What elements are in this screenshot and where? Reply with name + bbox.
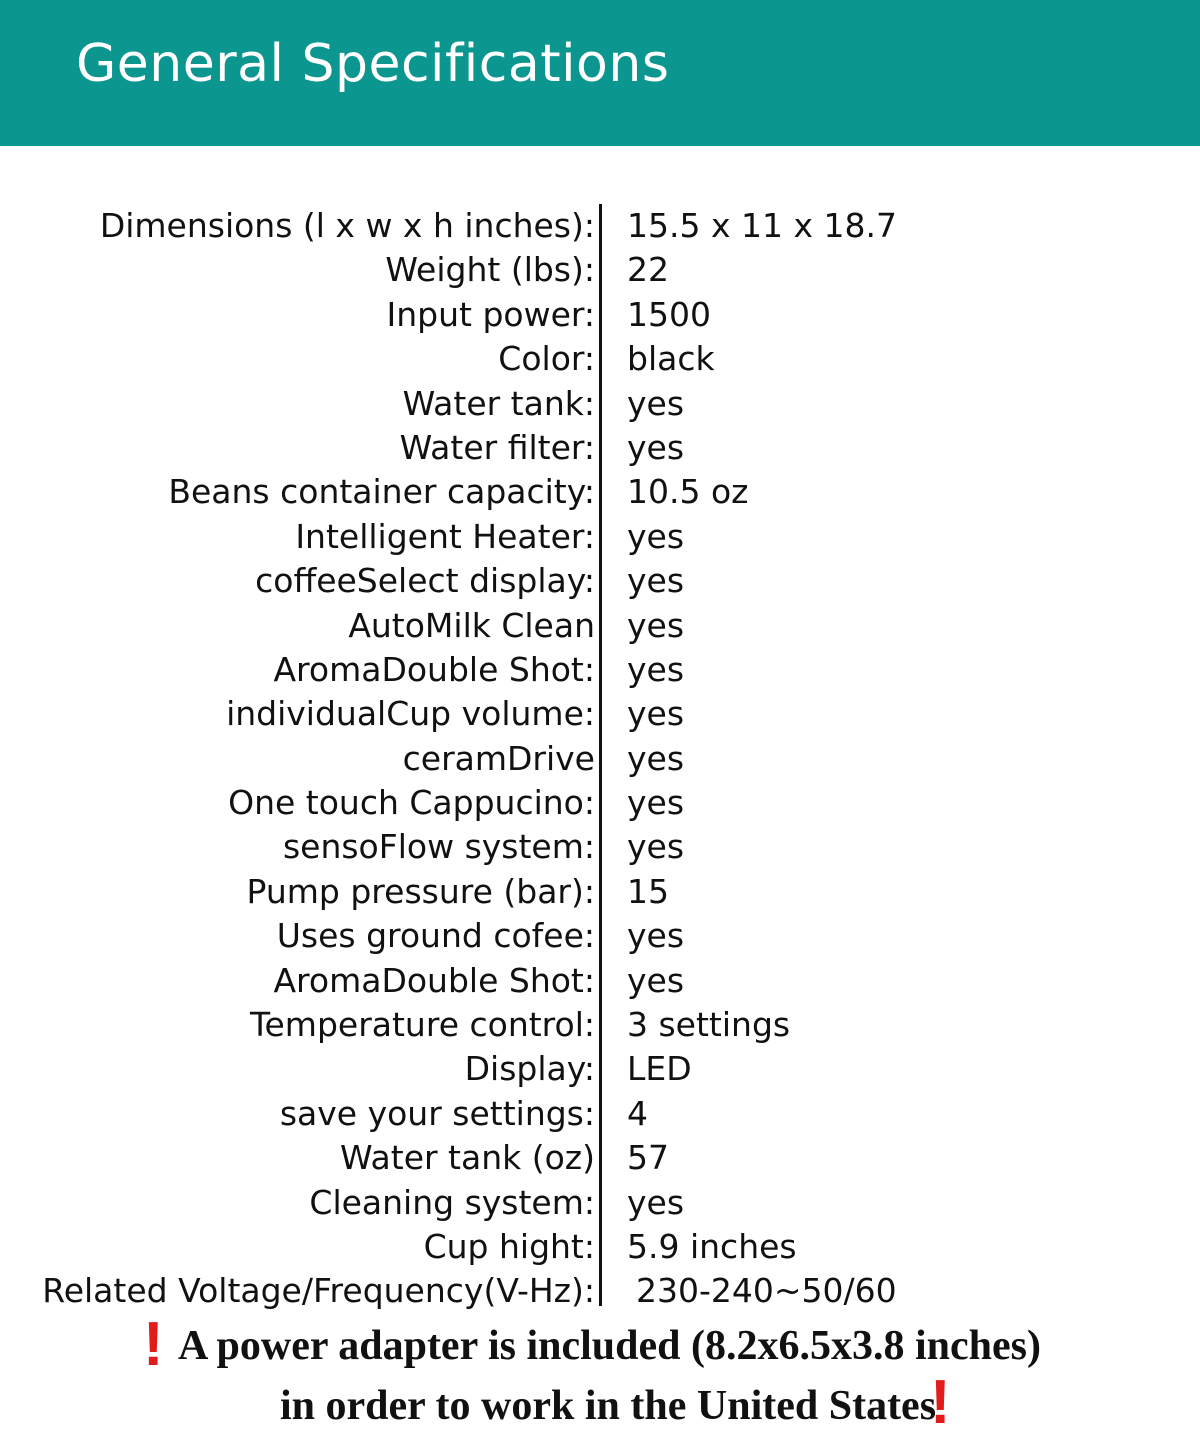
spec-row xyxy=(0,1092,1200,1136)
spec-value: black xyxy=(627,339,715,379)
spec-value: LED xyxy=(627,1049,692,1089)
spec-value: yes xyxy=(627,694,685,734)
spec-label: Intelligent Heater: xyxy=(295,516,595,556)
spec-value: yes xyxy=(627,1182,685,1222)
spec-label: Weight (lbs): xyxy=(385,250,595,290)
spec-label: Input power: xyxy=(386,294,595,334)
spec-value: 15 xyxy=(627,871,669,911)
spec-row xyxy=(0,959,1200,1003)
spec-value: yes xyxy=(627,605,685,645)
spec-row xyxy=(0,737,1200,781)
spec-value: yes xyxy=(627,516,685,556)
spec-value: 22 xyxy=(627,250,669,290)
spec-row xyxy=(0,1225,1200,1269)
spec-value: yes xyxy=(627,916,685,956)
exclamation-icon: ! xyxy=(930,1368,951,1437)
spec-value: 5.9 inches xyxy=(627,1226,797,1266)
spec-row xyxy=(0,825,1200,869)
spec-value: yes xyxy=(627,649,685,689)
spec-row xyxy=(0,870,1200,914)
spec-row xyxy=(0,204,1200,248)
spec-value: 3 settings xyxy=(627,1005,791,1045)
notice-text-2: in order to work in the United States xyxy=(280,1383,937,1429)
spec-row xyxy=(0,426,1200,470)
spec-value: yes xyxy=(627,561,685,601)
spec-row xyxy=(0,1269,1200,1313)
spec-label: One touch Cappucino: xyxy=(228,783,595,823)
spec-row xyxy=(0,604,1200,648)
spec-row xyxy=(0,914,1200,958)
spec-label: Cleaning system: xyxy=(309,1182,595,1222)
spec-label: Temperature control: xyxy=(249,1005,595,1045)
spec-row xyxy=(0,1047,1200,1091)
spec-label: Color: xyxy=(498,339,595,379)
spec-row xyxy=(0,382,1200,426)
spec-row xyxy=(0,781,1200,825)
spec-label: Uses ground cofee: xyxy=(276,916,595,956)
spec-row xyxy=(0,470,1200,514)
spec-table xyxy=(0,204,1200,1314)
spec-label: Pump pressure (bar): xyxy=(246,871,595,911)
spec-row xyxy=(0,559,1200,603)
spec-row xyxy=(0,515,1200,559)
spec-label: AromaDouble Shot: xyxy=(273,960,595,1000)
spec-value: 1500 xyxy=(627,294,711,334)
spec-row xyxy=(0,337,1200,381)
spec-label: Dimensions (l x w x h inches): xyxy=(99,206,595,245)
spec-label: Cup hight: xyxy=(423,1226,595,1266)
spec-value: 15.5 x 11 x 18.7 xyxy=(627,206,897,245)
spec-label: individualCup volume: xyxy=(226,694,595,734)
spec-value: yes xyxy=(627,783,685,823)
spec-value: yes xyxy=(627,427,685,467)
spec-label: Display: xyxy=(464,1049,595,1089)
spec-value: 10.5 oz xyxy=(627,472,749,512)
spec-label: ceramDrive xyxy=(402,738,595,778)
spec-row xyxy=(0,692,1200,736)
spec-value: yes xyxy=(627,827,685,867)
spec-value: 57 xyxy=(627,1138,669,1178)
spec-label: Water tank (oz) xyxy=(340,1138,595,1178)
spec-row xyxy=(0,293,1200,337)
header-banner xyxy=(0,0,1200,146)
spec-label: save your settings: xyxy=(279,1093,595,1133)
spec-row xyxy=(0,648,1200,692)
spec-value: 4 xyxy=(627,1093,648,1133)
exclamation-icon: ! xyxy=(143,1310,164,1379)
spec-label: coffeeSelect display: xyxy=(255,561,595,601)
spec-label: sensoFlow system: xyxy=(282,827,595,867)
spec-label: AromaDouble Shot: xyxy=(273,649,595,689)
spec-row xyxy=(0,248,1200,292)
spec-label: Water tank: xyxy=(402,383,595,423)
spec-row xyxy=(0,1003,1200,1047)
spec-row xyxy=(0,1181,1200,1225)
spec-label: Related Voltage/Frequency(V-Hz): xyxy=(42,1271,595,1311)
spec-label: Water filter: xyxy=(399,427,595,467)
spec-label: Beans container capacity: xyxy=(168,472,595,512)
spec-label: AutoMilk Clean xyxy=(348,605,595,645)
page-title: General Specifications xyxy=(76,34,670,94)
spec-row xyxy=(0,1136,1200,1180)
spec-value: yes xyxy=(627,960,685,1000)
spec-value: yes xyxy=(627,738,685,778)
spec-value: 230-240~50/60 xyxy=(636,1271,897,1311)
notice-text-1: A power adapter is included (8.2x6.5x3.8 inches) xyxy=(178,1323,1042,1369)
spec-value: yes xyxy=(627,383,685,423)
